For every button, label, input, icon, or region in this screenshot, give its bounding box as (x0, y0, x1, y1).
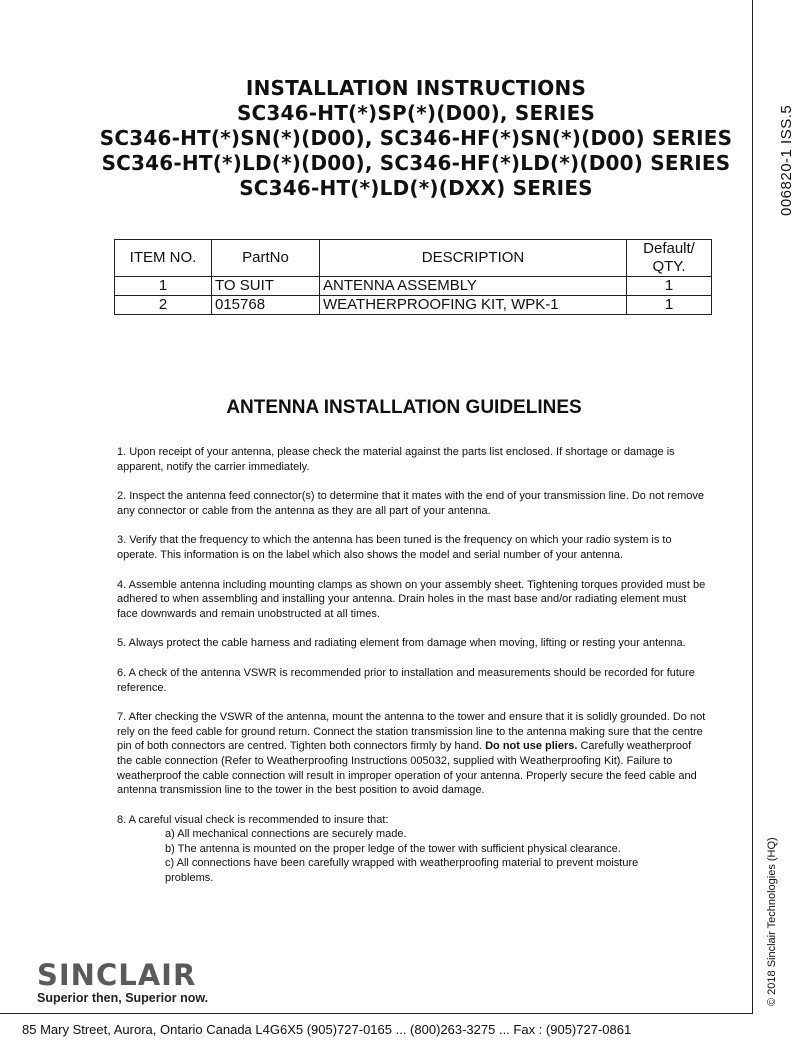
cell-partno: TO SUIT (212, 277, 320, 296)
guideline-item (117, 813, 707, 886)
table-row (115, 296, 712, 315)
title-line: SC346-HT(*)LD(*)(D00), SC346-HF(*)LD(*)(D00) SERIES (101, 151, 731, 175)
parts-table (114, 239, 712, 315)
guideline-item-8-intro: 8. A careful visual check is recommended to insure that: (117, 813, 389, 826)
cell-description: ANTENNA ASSEMBLY (320, 277, 627, 296)
copyright-notice (766, 808, 784, 1006)
title-line: SC346-HT(*)SP(*)(D00), SERIES (236, 101, 596, 125)
guideline-item: 6. A check of the antenna VSWR is recommended prior to installation and measurements should be recorded for future reference. (117, 666, 695, 694)
guideline-item-7-text: 7. After checking the VSWR of the antenna, mount the antenna to the tower and ensure that it is solidly grounded. Do not rely on the feed cable for ground return. Connect the station transmission line to the antenna making sure that the centre pin of both connectors are centred. Tighten both connectors firmly by hand. (117, 711, 706, 753)
guidelines-heading: ANTENNA INSTALLATION GUIDELINES (226, 397, 582, 418)
cell-qty: 1 (627, 296, 712, 315)
column-header-description: DESCRIPTION (320, 240, 627, 277)
guideline-subitem: c) All connections have been carefully wrapped with weatherproofing material to prevent moisture (165, 857, 639, 870)
document-number-text: 006820-1 ISS.5 (778, 104, 795, 216)
logo-wordmark: SINCLAIR (37, 958, 197, 992)
cell-partno: 015768 (212, 296, 320, 315)
guideline-subitem: a) All mechanical connections are securely made. (165, 828, 407, 841)
copyright-text: © 2018 Sinclair Technologies (HQ) (766, 837, 778, 1006)
title-line: SC346-HT(*)SN(*)(D00), SC346-HF(*)SN(*)(D00) SERIES (99, 126, 733, 150)
guideline-subitem: b) The antenna is mounted on the proper ledge of the tower with sufficient physical clearance. (165, 842, 621, 855)
cell-description: WEATHERPROOFING KIT, WPK-1 (320, 296, 627, 315)
guidelines-list (117, 445, 707, 886)
column-header-item-no: ITEM NO. (115, 240, 212, 277)
cell-qty: 1 (627, 277, 712, 296)
guideline-item-7-warning: Do not use pliers. (485, 740, 578, 753)
guideline-subitem-continuation: problems. (165, 872, 214, 885)
column-header-partno: PartNo (212, 240, 320, 277)
cell-item-no: 2 (115, 296, 212, 315)
cell-item-no: 1 (115, 277, 212, 296)
table-row (115, 277, 712, 296)
guideline-item: 3. Verify that the frequency to which the antenna has been tuned is the frequency on which your radio system is to operate. This information is on the label which also shows the model and serial number of your antenna. (117, 534, 672, 561)
column-header-qty: Default/ QTY. (627, 240, 712, 277)
document-title (0, 76, 808, 201)
guideline-item: 1. Upon receipt of your antenna, please check the material against the parts list enclosed. If shortage or damage is apparent, notify the carrier immediately. (117, 446, 675, 473)
title-line: SC346-HT(*)LD(*)(DXX) SERIES (239, 176, 593, 200)
sinclair-logo (37, 960, 227, 1006)
guideline-item: 4. Assemble antenna including mounting clamps as shown on your assembly sheet. Tightening torques provided must be adhered to when assembling and installing your antenna. Drain holes in the mast base and/or radiating element must face downwards and remain unobstructed at all times. (117, 578, 706, 620)
title-line: INSTALLATION INSTRUCTIONS (245, 76, 587, 100)
parts-table-header (115, 240, 712, 277)
guideline-item: 5. Always protect the cable harness and radiating element from damage when moving, lifting or resting your antenna. (117, 637, 686, 650)
footer-address: 85 Mary Street, Aurora, Ontario Canada L4G6X5 (905)727-0165 ... (800)263-3275 ... Fax : (905)727-0861 (22, 1022, 632, 1037)
document-number (778, 36, 800, 216)
guideline-item (117, 710, 707, 798)
guideline-item-7-text-continued: Carefully weatherproof the cable connection (Refer to Weatherproofing Instructions 005032, supplied with Weatherproofing Kit). Failure to weatherproof the cable connection will result in improper operation of your antenna. Properly secure the feed cable and antenna transmission line to the tower in the best position to avoid damage. (117, 740, 697, 797)
logo-tagline: Superior then, Superior now. (37, 991, 209, 1005)
guideline-item: 2. Inspect the antenna feed connector(s) to determine that it mates with the end of your transmission line. Do not remove any connector or cable from the antenna as they are all part of your antenna. (117, 490, 704, 517)
